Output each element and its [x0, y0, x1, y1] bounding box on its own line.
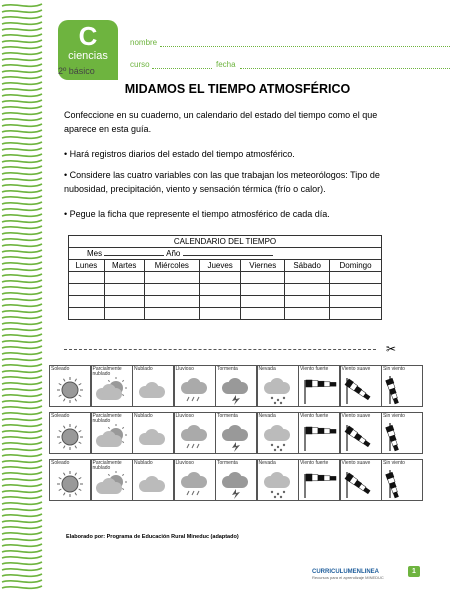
weather-card-label: Nevada [258, 366, 276, 372]
weather-card-label: Nublado [134, 460, 153, 466]
calendar-cell[interactable] [285, 308, 330, 320]
calendar-cell[interactable] [144, 272, 199, 284]
day-header: Sábado [285, 260, 330, 272]
weather-card-label: Lluvioso [175, 460, 194, 466]
day-header: Lunes [69, 260, 105, 272]
weather-card-label: Viento suave [341, 366, 371, 372]
calendar-row [69, 308, 382, 320]
bullet-2: • Considere las cuatro variables con las que trabajan los meteorólogos: Tipo de nubosidad, precipitación, viento y sensación térmica (frío o calor). [64, 170, 380, 194]
weather-card-label: Nublado [134, 413, 153, 419]
course-field[interactable] [152, 68, 212, 69]
weather-card[interactable] [91, 365, 133, 407]
weather-calendar-table [68, 235, 382, 320]
course-label: curso [130, 60, 150, 69]
weather-card[interactable] [340, 459, 382, 501]
weather-card-label: Parcialmente nublado [92, 413, 122, 424]
calendar-row [69, 272, 382, 284]
weather-card-label: Parcialmente nublado [92, 460, 122, 471]
weather-card-label: Viento fuerte [300, 413, 329, 419]
name-label: nombre [130, 38, 158, 47]
weather-card[interactable] [340, 365, 382, 407]
calendar-cell[interactable] [104, 308, 144, 320]
weather-card[interactable] [132, 412, 174, 454]
weather-card-label: Parcialmente nublado [92, 366, 122, 377]
days-header-row [69, 260, 382, 272]
weather-card[interactable] [49, 459, 91, 501]
weather-card[interactable] [49, 365, 91, 407]
weather-card[interactable] [381, 459, 423, 501]
calendar-cell[interactable] [104, 272, 144, 284]
calendar-cell[interactable] [241, 296, 285, 308]
weather-card[interactable] [174, 412, 216, 454]
day-header: Martes [104, 260, 144, 272]
calendar-cell[interactable] [144, 296, 199, 308]
weather-card[interactable] [132, 365, 174, 407]
name-field[interactable] [160, 46, 450, 47]
bullet-1: • Hará registros diarios del estado del tiempo atmosférico. [64, 149, 295, 159]
calendar-cell[interactable] [241, 284, 285, 296]
weather-card-label: Tormenta [217, 366, 238, 372]
month-year-row [69, 248, 382, 260]
brand-logo [312, 569, 384, 580]
calendar-row [69, 284, 382, 296]
instruction-paragraph: Confeccione en su cuaderno, un calendario del estado del tiempo como el que aparece en esta guía. [64, 110, 378, 134]
calendar-cell[interactable] [69, 272, 105, 284]
weather-card[interactable] [215, 365, 257, 407]
grade-label: 2º básico [58, 66, 95, 76]
weather-card[interactable] [298, 365, 340, 407]
calendar-cell[interactable] [241, 272, 285, 284]
weather-card-label: Viento fuerte [300, 460, 329, 466]
weather-card-label: Nevada [258, 460, 276, 466]
page-title: MIDAMOS EL TIEMPO ATMOSFÉRICO [124, 82, 351, 96]
calendar-cell[interactable] [199, 272, 240, 284]
weather-card[interactable] [298, 412, 340, 454]
weather-card-label: Lluvioso [175, 366, 194, 372]
calendar-row [69, 296, 382, 308]
calendar-cell[interactable] [330, 284, 382, 296]
calendar-cell[interactable] [199, 308, 240, 320]
weather-card-label: Viento suave [341, 460, 371, 466]
weather-card-label: Nublado [134, 366, 153, 372]
credit-text: Elaborado por: Programa de Educación Rural Mineduc (adaptado) [66, 534, 239, 540]
weather-card-label: Sin viento [383, 460, 405, 466]
calendar-cell[interactable] [69, 308, 105, 320]
weather-card[interactable] [91, 412, 133, 454]
logo-letter: C [78, 21, 98, 51]
spiral-binding [0, 0, 44, 590]
weather-card[interactable] [215, 459, 257, 501]
calendar-cell[interactable] [241, 308, 285, 320]
calendar-cell[interactable] [330, 308, 382, 320]
calendar-cell[interactable] [104, 284, 144, 296]
calendar-cell[interactable] [330, 272, 382, 284]
page-number: 1 [408, 566, 420, 577]
day-header: Domingo [330, 260, 382, 272]
calendar-title: CALENDARIO DEL TIEMPO [69, 236, 382, 248]
calendar-cell[interactable] [199, 284, 240, 296]
scissors-icon: ✂ [386, 342, 397, 356]
weather-card[interactable] [49, 412, 91, 454]
weather-card[interactable] [381, 412, 423, 454]
weather-card-label: Soleado [51, 460, 70, 466]
day-header: Miércoles [144, 260, 199, 272]
date-field[interactable] [240, 68, 450, 69]
calendar-cell[interactable] [285, 296, 330, 308]
weather-card[interactable] [257, 412, 299, 454]
weather-card-label: Lluvioso [175, 413, 194, 419]
day-header: Jueves [199, 260, 240, 272]
calendar-cell[interactable] [330, 296, 382, 308]
calendar-cell[interactable] [285, 284, 330, 296]
date-label: fecha [216, 60, 236, 69]
calendar-cell[interactable] [104, 296, 144, 308]
weather-card[interactable] [381, 365, 423, 407]
weather-card[interactable] [174, 459, 216, 501]
calendar-cell[interactable] [285, 272, 330, 284]
brand-subtitle: Recursos para el aprendizaje MINEDUC [312, 575, 384, 580]
weather-card[interactable] [340, 412, 382, 454]
brand-name: CURRICULUMENLINEA [312, 569, 379, 575]
cut-line [64, 349, 376, 350]
weather-card[interactable] [132, 459, 174, 501]
calendar-cell[interactable] [69, 284, 105, 296]
weather-card-label: Soleado [51, 413, 70, 419]
calendar-cell[interactable] [144, 308, 199, 320]
weather-card-label: Tormenta [217, 413, 238, 419]
weather-card[interactable] [257, 459, 299, 501]
weather-card[interactable] [215, 412, 257, 454]
year-label: Año [166, 249, 181, 258]
calendar-cell[interactable] [144, 284, 199, 296]
weather-card[interactable] [298, 459, 340, 501]
weather-card-label: Viento fuerte [300, 366, 329, 372]
calendar-cell[interactable] [69, 296, 105, 308]
weather-card-label: Soleado [51, 366, 70, 372]
month-label: Mes [87, 249, 103, 258]
day-header: Viernes [241, 260, 285, 272]
weather-card-label: Tormenta [217, 460, 238, 466]
weather-card[interactable] [91, 459, 133, 501]
weather-card-label: Sin viento [383, 413, 405, 419]
weather-card-label: Nevada [258, 413, 276, 419]
logo-subject: ciencias [68, 50, 108, 62]
bullet-3: • Pegue la ficha que represente el tiempo atmosférico de cada día. [64, 209, 330, 219]
calendar-cell[interactable] [199, 296, 240, 308]
weather-card[interactable] [257, 365, 299, 407]
weather-card[interactable] [174, 365, 216, 407]
weather-card-label: Sin viento [383, 366, 405, 372]
weather-card-label: Viento suave [341, 413, 371, 419]
